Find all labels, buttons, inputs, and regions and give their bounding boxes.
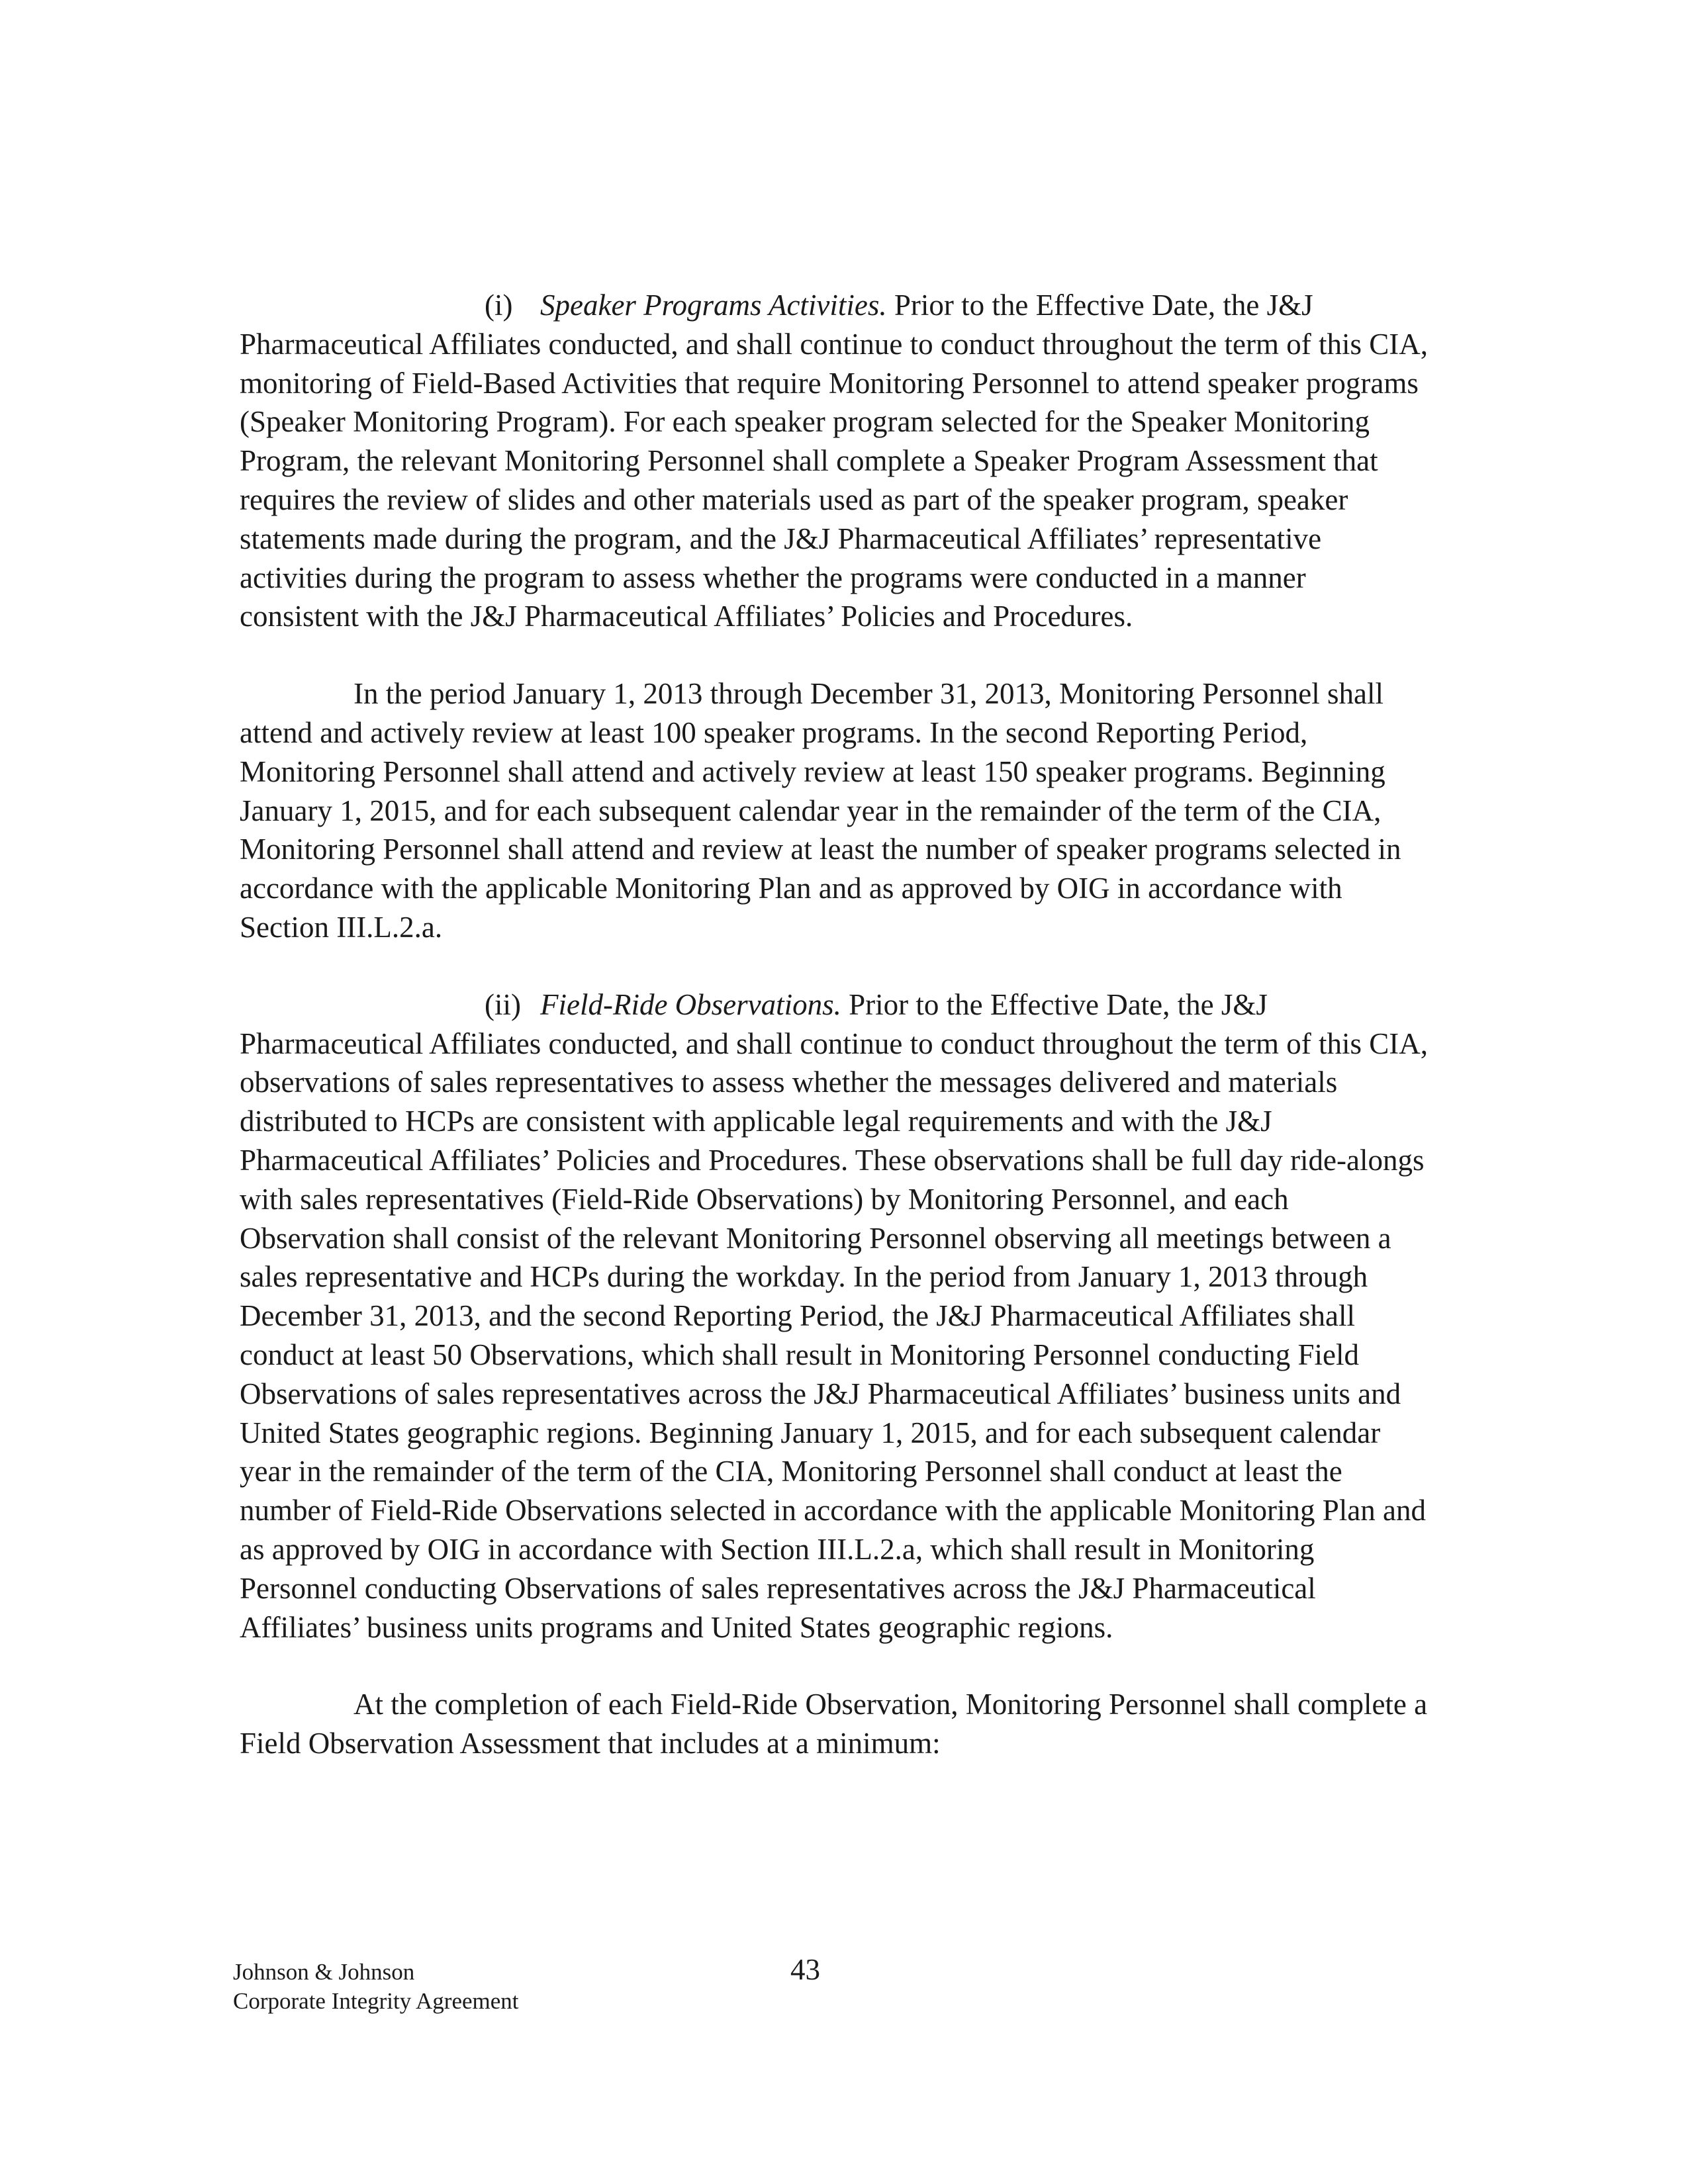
- speaker-program-requirements-paragraph: In the period January 1, 2013 through December 31, 2013, Monitoring Personnel shall attend and actively review at least 100 speaker programs. In the second Reporting Period, Monitoring Personnel shall attend and actively review at least 150 speaker programs. Beginning January 1, 2015, and for each subsequent calendar year in the remainder of the term of the CIA, Monitoring Personnel shall attend and review at least the number of speaker programs selected in accordance with the applicable Monitoring Plan and as approved by OIG in accordance with Section III.L.2.a.: [240, 677, 1401, 944]
- document-body: [240, 286, 1431, 1801]
- section-i-number: (i): [485, 289, 513, 322]
- section-ii-heading: Field-Ride Observations.: [540, 987, 841, 1021]
- section-ii-number: (ii): [485, 987, 521, 1021]
- footer-company-name: Johnson & Johnson: [233, 1959, 415, 1985]
- footer-document-title: [233, 1958, 519, 2016]
- section-i-paragraph: [240, 286, 1431, 636]
- section-i-text: Prior to the Effective Date, the J&J Pharmaceutical Affiliates conducted, and shall continue to conduct throughout the term of this CIA, monitoring of Field-Based Activities that require Monitoring Personnel to attend speaker programs (Speaker Monitoring Program). For each speaker program selected for the Speaker Monitoring Program, the relevant Monitoring Personnel shall complete a Speaker Program Assessment that requires the review of slides and other materials used as part of the speaker program, speaker statements made during the program, and the J&J Pharmaceutical Affiliates’ representative activities during the program to assess whether the programs were conducted in a manner consistent with the J&J Pharmaceutical Affiliates’ Policies and Procedures.: [240, 289, 1428, 633]
- page-number: 43: [790, 1953, 820, 1986]
- field-observation-assessment-paragraph: At the completion of each Field-Ride Observation, Monitoring Personnel shall complete a Field Observation Assessment that includes at a minimum:: [240, 1688, 1428, 1760]
- section-ii-text: Prior to the Effective Date, the J&J Pharmaceutical Affiliates conducted, and shall continue to conduct throughout the term of this CIA, observations of sales representatives to assess whether the messages delivered and materials distributed to HCPs are consistent with applicable legal requirements and with the J&J Pharmaceutical Affiliates’ Policies and Procedures. These observations shall be full day ride-alongs with sales representatives (Field-Ride Observations) by Monitoring Personnel, and each Observation shall consist of the relevant Monitoring Personnel observing all meetings between a sales representative and HCPs during the workday. In the period from January 1, 2013 through December 31, 2013, and the second Reporting Period, the J&J Pharmaceutical Affiliates shall conduct at least 50 Observations, which shall result in Monitoring Personnel conducting Field Observations of sales representatives across the J&J Pharmaceutical Affiliates’ business units and United States geographic regions. Beginning January 1, 2015, and for each subsequent calendar year in the remainder of the term of the CIA, Monitoring Personnel shall conduct at least the number of Field-Ride Observations selected in accordance with the applicable Monitoring Plan and as approved by OIG in accordance with Section III.L.2.a, which shall result in Monitoring Personnel conducting Observations of sales representatives across the J&J Pharmaceutical Affiliates’ business units programs and United States geographic regions.: [240, 987, 1428, 1644]
- section-i-heading: Speaker Programs Activities.: [540, 289, 887, 322]
- section-ii-paragraph: [240, 985, 1431, 1647]
- footer-agreement-name: Corporate Integrity Agreement: [233, 1988, 519, 2014]
